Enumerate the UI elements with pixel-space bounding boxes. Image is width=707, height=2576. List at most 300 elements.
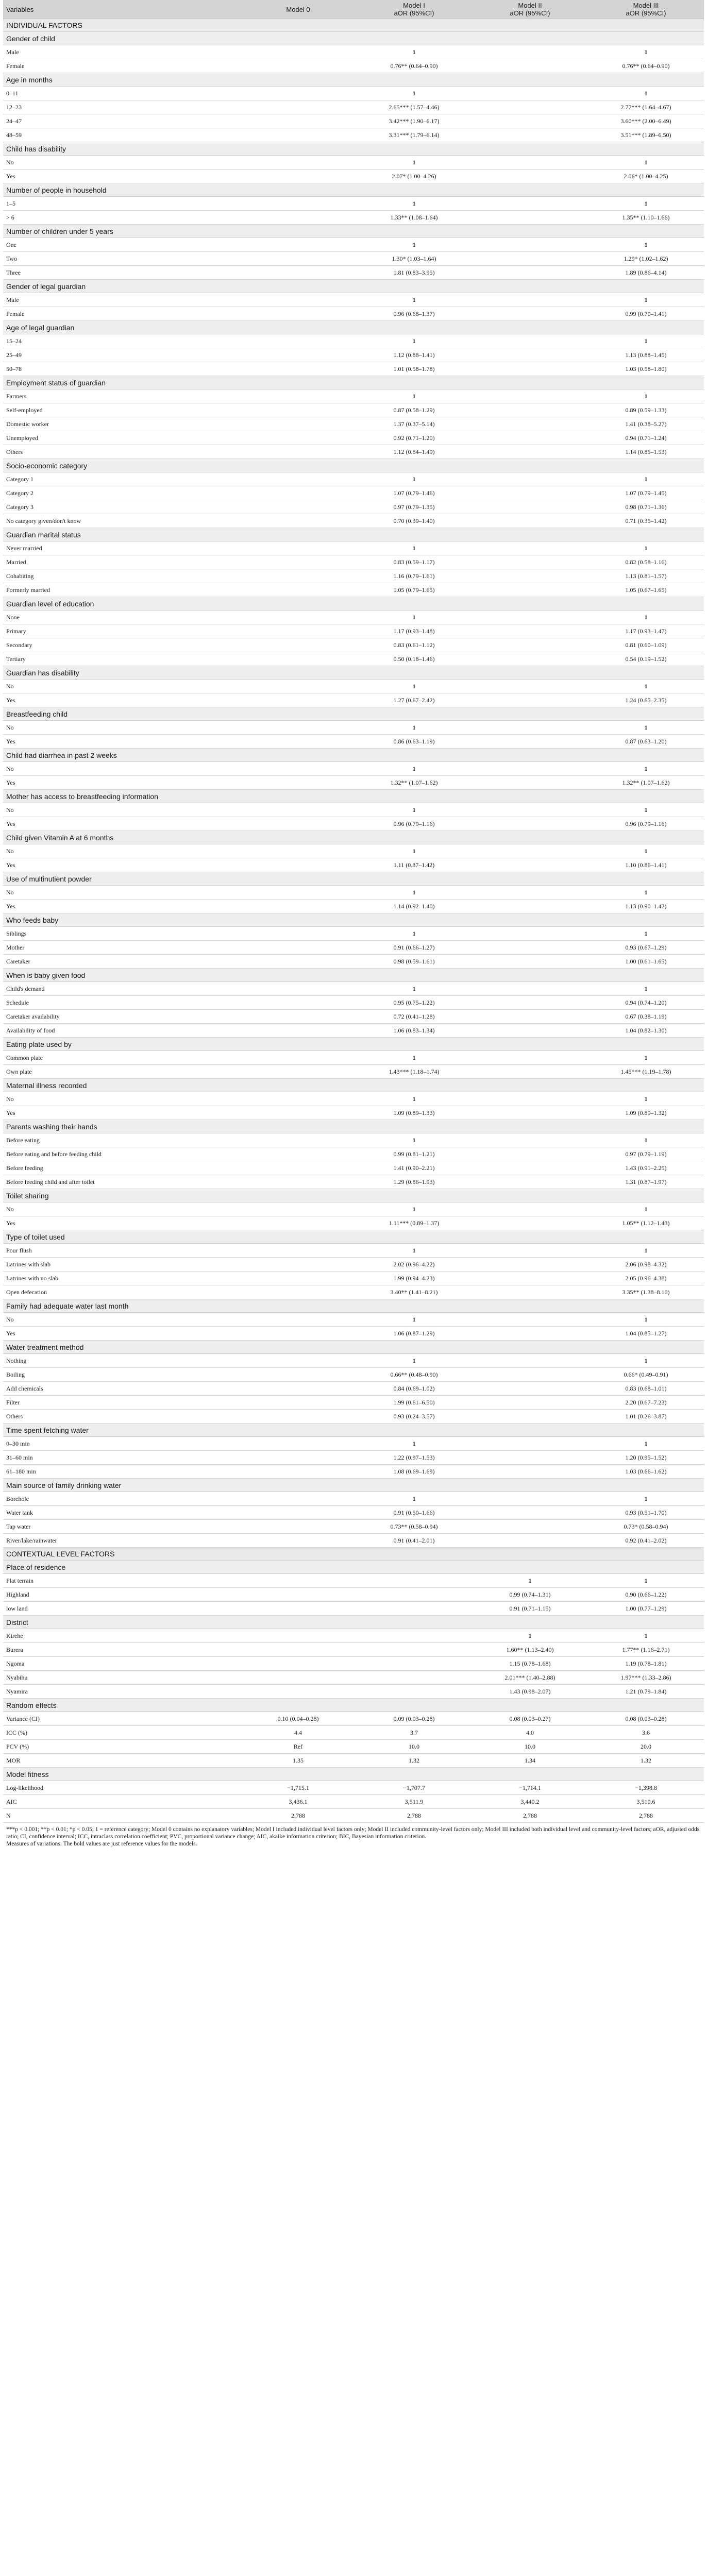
variable-group-label: Water treatment method	[3, 1341, 704, 1354]
category-label: Burera	[3, 1643, 240, 1657]
table-row	[3, 555, 704, 569]
model-0-value	[240, 1106, 356, 1120]
model-2-value	[472, 1437, 588, 1451]
table-row	[3, 858, 704, 872]
category-label: 50–78	[3, 362, 240, 376]
model-3-value: 1	[588, 156, 704, 170]
table-row	[3, 445, 704, 459]
model-3-value: 1.19 (0.78–1.81)	[588, 1657, 704, 1671]
model-2-value: 3,440.2	[472, 1795, 588, 1809]
table-row	[3, 569, 704, 583]
category-label: No	[3, 844, 240, 858]
model-1-value	[356, 1588, 472, 1602]
category-label: Nyamira	[3, 1685, 240, 1699]
variable-group-row	[3, 280, 704, 293]
model-0-value	[240, 1244, 356, 1258]
model-2-value	[472, 334, 588, 348]
model-1-value: 0.87 (0.58–1.29)	[356, 403, 472, 417]
header-model-1: Model I aOR (95%CI)	[356, 0, 472, 19]
model-0-value	[240, 886, 356, 900]
variable-group-row	[3, 321, 704, 334]
model-1-value: 1.27 (0.67–2.42)	[356, 693, 472, 707]
model-2-value: 0.08 (0.03–0.27)	[472, 1712, 588, 1726]
variable-group-row	[3, 225, 704, 238]
model-1-value: 1	[356, 886, 472, 900]
section-header-row	[3, 1548, 704, 1561]
model-3-value: 0.98 (0.71–1.36)	[588, 500, 704, 514]
model-0-value	[240, 1024, 356, 1038]
header-model-0: Model 0	[240, 0, 356, 19]
model-1-value: 0.91 (0.50–1.66)	[356, 1506, 472, 1520]
model-2-value	[472, 1534, 588, 1548]
model-0-value	[240, 293, 356, 307]
model-2-value	[472, 197, 588, 211]
model-2-value	[472, 776, 588, 790]
model-3-value: 1.41 (0.38–5.27)	[588, 417, 704, 431]
model-2-value	[472, 431, 588, 445]
category-label: Common plate	[3, 1051, 240, 1065]
table-row	[3, 252, 704, 266]
model-3-value: 1	[588, 680, 704, 693]
model-3-value: 3,510.6	[588, 1795, 704, 1809]
category-label: 0–11	[3, 87, 240, 100]
model-2-value	[472, 500, 588, 514]
model-3-value: 1	[588, 803, 704, 817]
table-row	[3, 1202, 704, 1216]
model-2-value	[472, 156, 588, 170]
table-row	[3, 996, 704, 1010]
category-label: Caretaker	[3, 955, 240, 969]
variable-group-label: Parents washing their hands	[3, 1120, 704, 1133]
variable-group-label: Random effects	[3, 1699, 704, 1712]
category-label: AIC	[3, 1795, 240, 1809]
variable-group-row	[3, 1616, 704, 1629]
model-1-value: 0.98 (0.59–1.61)	[356, 955, 472, 969]
model-0-value	[240, 1202, 356, 1216]
table-row	[3, 1588, 704, 1602]
model-0-value	[240, 211, 356, 225]
model-1-value: 0.92 (0.71–1.20)	[356, 431, 472, 445]
model-0-value	[240, 1368, 356, 1382]
model-3-value: 0.82 (0.58–1.16)	[588, 555, 704, 569]
model-1-value: 1.06 (0.87–1.29)	[356, 1327, 472, 1341]
model-2-value	[472, 1106, 588, 1120]
model-3-value: 0.08 (0.03–0.28)	[588, 1712, 704, 1726]
model-2-value	[472, 1272, 588, 1285]
model-3-value: 2.06* (1.00–4.25)	[588, 170, 704, 183]
model-0-value	[240, 156, 356, 170]
table-row	[3, 955, 704, 969]
model-1-value: 0.91 (0.66–1.27)	[356, 941, 472, 955]
category-label: Borehole	[3, 1492, 240, 1506]
model-0-value	[240, 1657, 356, 1671]
model-1-value: 1	[356, 1354, 472, 1368]
model-2-value	[472, 1396, 588, 1410]
model-0-value	[240, 1465, 356, 1479]
model-1-value: 0.96 (0.68–1.37)	[356, 307, 472, 321]
model-0-value	[240, 1492, 356, 1506]
table-row	[3, 1024, 704, 1038]
model-0-value	[240, 500, 356, 514]
model-0-value	[240, 941, 356, 955]
model-1-value: 0.73** (0.58–0.94)	[356, 1520, 472, 1534]
table-row	[3, 611, 704, 624]
model-0-value	[240, 624, 356, 638]
variable-group-label: Mother has access to breastfeeding information	[3, 790, 704, 803]
category-label: Add chemicals	[3, 1382, 240, 1396]
table-body	[3, 19, 704, 1823]
category-label: No	[3, 156, 240, 170]
category-label: Availability of food	[3, 1024, 240, 1038]
model-0-value	[240, 87, 356, 100]
variable-group-label: Time spent fetching water	[3, 1423, 704, 1437]
model-0-value	[240, 1588, 356, 1602]
table-row	[3, 1506, 704, 1520]
model-3-value: 1.03 (0.58–1.80)	[588, 362, 704, 376]
category-label: Yes	[3, 693, 240, 707]
variable-group-row	[3, 1079, 704, 1092]
model-3-value: 1	[588, 472, 704, 486]
model-3-value: 1.77** (1.16–2.71)	[588, 1643, 704, 1657]
model-0-value	[240, 1285, 356, 1299]
model-1-value: 10.0	[356, 1740, 472, 1754]
variable-group-row	[3, 872, 704, 886]
model-3-value: −1,398.8	[588, 1781, 704, 1795]
model-1-value: 1	[356, 334, 472, 348]
category-label: > 6	[3, 211, 240, 225]
table-row	[3, 1795, 704, 1809]
model-1-value: 1	[356, 1133, 472, 1147]
model-2-value	[472, 1465, 588, 1479]
model-1-value	[356, 1657, 472, 1671]
category-label: 12–23	[3, 100, 240, 114]
table-row	[3, 1161, 704, 1175]
model-0-value	[240, 693, 356, 707]
category-label: Cohabiting	[3, 569, 240, 583]
model-3-value: 1.13 (0.90–1.42)	[588, 900, 704, 913]
model-3-value: 1.32** (1.07–1.62)	[588, 776, 704, 790]
model-3-value: 1	[588, 87, 704, 100]
category-label: 0–30 min	[3, 1437, 240, 1451]
model-3-value: 1.13 (0.81–1.57)	[588, 569, 704, 583]
table-row	[3, 1534, 704, 1548]
table-row	[3, 1740, 704, 1754]
model-3-value: 1	[588, 1354, 704, 1368]
model-1-value: 1	[356, 1092, 472, 1106]
model-0-value	[240, 817, 356, 831]
table-row	[3, 1051, 704, 1065]
model-1-value: 1.32** (1.07–1.62)	[356, 776, 472, 790]
table-row	[3, 1671, 704, 1685]
model-1-value: 1	[356, 982, 472, 996]
table-row	[3, 472, 704, 486]
variable-group-label: Place of residence	[3, 1561, 704, 1574]
model-2-value	[472, 996, 588, 1010]
model-0-value	[240, 45, 356, 59]
model-2-value	[472, 982, 588, 996]
variable-group-label: Family had adequate water last month	[3, 1299, 704, 1313]
model-1-value: 3.42*** (1.90–6.17)	[356, 114, 472, 128]
model-0-value	[240, 1147, 356, 1161]
category-label: Schedule	[3, 996, 240, 1010]
model-0-value	[240, 334, 356, 348]
table-row	[3, 87, 704, 100]
model-2-value: 1.15 (0.78–1.68)	[472, 1657, 588, 1671]
model-1-value: 0.97 (0.79–1.35)	[356, 500, 472, 514]
category-label: Before feeding	[3, 1161, 240, 1175]
model-3-value: 1	[588, 982, 704, 996]
model-2-value	[472, 1258, 588, 1272]
model-0-value	[240, 1506, 356, 1520]
header-variables: Variables	[3, 0, 240, 19]
table-row	[3, 1216, 704, 1230]
table-row	[3, 735, 704, 749]
category-label: No	[3, 680, 240, 693]
model-2-value	[472, 348, 588, 362]
model-1-value: 1	[356, 721, 472, 735]
category-label: Kirehe	[3, 1629, 240, 1643]
model-2-value: 1.43 (0.98–2.07)	[472, 1685, 588, 1699]
table-row	[3, 1754, 704, 1768]
model-1-value: 2.07* (1.00–4.26)	[356, 170, 472, 183]
table-row	[3, 982, 704, 996]
category-label: Yes	[3, 1327, 240, 1341]
model-3-value: 1.03 (0.66–1.62)	[588, 1465, 704, 1479]
model-0-value	[240, 1671, 356, 1685]
model-0-value	[240, 762, 356, 776]
model-0-value	[240, 735, 356, 749]
model-2-value	[472, 445, 588, 459]
section-title: INDIVIDUAL FACTORS	[3, 19, 704, 32]
table-header	[3, 0, 704, 19]
category-label: Farmers	[3, 389, 240, 403]
model-0-value	[240, 680, 356, 693]
category-label: Ngoma	[3, 1657, 240, 1671]
table-row	[3, 1092, 704, 1106]
model-0-value: 4.4	[240, 1726, 356, 1740]
model-3-value: 1	[588, 611, 704, 624]
model-1-value: 3.7	[356, 1726, 472, 1740]
model-0-value: Ref	[240, 1740, 356, 1754]
model-1-value: 1.81 (0.83–3.95)	[356, 266, 472, 280]
model-1-value: 1	[356, 197, 472, 211]
section-title: CONTEXTUAL LEVEL FACTORS	[3, 1548, 704, 1561]
model-3-value: 0.94 (0.71–1.24)	[588, 431, 704, 445]
model-1-value: 1.41 (0.90–2.21)	[356, 1161, 472, 1175]
category-label: Tertiary	[3, 652, 240, 666]
table-row	[3, 403, 704, 417]
category-label: Latrines with slab	[3, 1258, 240, 1272]
table-row	[3, 389, 704, 403]
model-3-value: 1	[588, 844, 704, 858]
category-label: Yes	[3, 170, 240, 183]
table-row	[3, 652, 704, 666]
model-2-value	[472, 1520, 588, 1534]
model-2-value	[472, 803, 588, 817]
model-2-value	[472, 170, 588, 183]
model-3-value: 1.31 (0.87–1.97)	[588, 1175, 704, 1189]
model-0-value	[240, 1065, 356, 1079]
category-label: Boiling	[3, 1368, 240, 1382]
model-1-value: 1.17 (0.93–1.48)	[356, 624, 472, 638]
variable-group-label: Who feeds baby	[3, 913, 704, 927]
model-1-value: 3.40** (1.41–8.21)	[356, 1285, 472, 1299]
model-1-value: 1	[356, 1051, 472, 1065]
table-row	[3, 1133, 704, 1147]
category-label: Others	[3, 445, 240, 459]
model-2-value: 1.60** (1.13–2.40)	[472, 1643, 588, 1657]
table-row	[3, 776, 704, 790]
table-row	[3, 266, 704, 280]
model-0-value	[240, 238, 356, 252]
model-1-value: 0.09 (0.03–0.28)	[356, 1712, 472, 1726]
model-1-value	[356, 1671, 472, 1685]
model-0-value	[240, 858, 356, 872]
variable-group-row	[3, 597, 704, 611]
model-0-value	[240, 197, 356, 211]
model-3-value: 3.6	[588, 1726, 704, 1740]
model-0-value	[240, 59, 356, 73]
model-2-value	[472, 100, 588, 114]
category-label: Female	[3, 59, 240, 73]
table-row	[3, 1643, 704, 1657]
model-2-value	[472, 1368, 588, 1382]
model-2-value	[472, 955, 588, 969]
variable-group-label: Guardian has disability	[3, 666, 704, 680]
model-2-value	[472, 211, 588, 225]
model-3-value: 2.77*** (1.64–4.67)	[588, 100, 704, 114]
model-3-value: 3.35** (1.38–8.10)	[588, 1285, 704, 1299]
model-3-value: 1.21 (0.79–1.84)	[588, 1685, 704, 1699]
category-label: One	[3, 238, 240, 252]
footnote-bold-values: Measures of variations: The bold values are just reference values for the models.	[6, 1841, 197, 1847]
model-3-value: 0.67 (0.38–1.19)	[588, 1010, 704, 1024]
model-1-value: 1.05 (0.79–1.65)	[356, 583, 472, 597]
model-2-value	[472, 45, 588, 59]
model-1-value: 0.66** (0.48–0.90)	[356, 1368, 472, 1382]
category-label: Tap water	[3, 1520, 240, 1534]
table-row	[3, 638, 704, 652]
model-1-value	[356, 1574, 472, 1588]
model-2-value	[472, 1382, 588, 1396]
variable-group-label: Eating plate used by	[3, 1038, 704, 1051]
model-0-value	[240, 514, 356, 528]
model-3-value: 2,788	[588, 1809, 704, 1823]
model-0-value	[240, 114, 356, 128]
table-row	[3, 1602, 704, 1616]
variable-group-label: Model fitness	[3, 1768, 704, 1781]
table-row	[3, 1781, 704, 1795]
model-2-value	[472, 1147, 588, 1161]
model-3-value: 1.10 (0.86–1.41)	[588, 858, 704, 872]
model-1-value: 1	[356, 389, 472, 403]
model-3-value: 0.54 (0.19–1.52)	[588, 652, 704, 666]
table-row	[3, 1629, 704, 1643]
model-0-value	[240, 1382, 356, 1396]
category-label: River/lake/rainwater	[3, 1534, 240, 1548]
model-1-value: 1	[356, 293, 472, 307]
table-row	[3, 1712, 704, 1726]
model-0-value	[240, 1327, 356, 1341]
category-label: Nothing	[3, 1354, 240, 1368]
table-row	[3, 1520, 704, 1534]
variable-group-row	[3, 1699, 704, 1712]
table-row	[3, 844, 704, 858]
table-row	[3, 1382, 704, 1396]
table-row	[3, 431, 704, 445]
category-label: Primary	[3, 624, 240, 638]
model-2-value	[472, 611, 588, 624]
model-2-value: 1	[472, 1574, 588, 1588]
table-row	[3, 1175, 704, 1189]
model-2-value	[472, 638, 588, 652]
model-2-value	[472, 1506, 588, 1520]
model-2-value	[472, 1065, 588, 1079]
category-label: Latrines with no slab	[3, 1272, 240, 1285]
variable-group-row	[3, 73, 704, 87]
model-1-value	[356, 1629, 472, 1643]
variable-group-row	[3, 1768, 704, 1781]
table-row	[3, 1396, 704, 1410]
category-label: Female	[3, 307, 240, 321]
model-0-value	[240, 1051, 356, 1065]
model-2-value	[472, 1410, 588, 1423]
model-0-value: 0.10 (0.04–0.28)	[240, 1712, 356, 1726]
category-label: Yes	[3, 817, 240, 831]
model-0-value: 2,788	[240, 1809, 356, 1823]
category-label: Pour flush	[3, 1244, 240, 1258]
variable-group-row	[3, 142, 704, 156]
model-3-value: 1.43 (0.91–2.25)	[588, 1161, 704, 1175]
model-0-value	[240, 1216, 356, 1230]
model-2-value	[472, 886, 588, 900]
model-1-value: 1.11*** (0.89–1.37)	[356, 1216, 472, 1230]
category-label: PCV (%)	[3, 1740, 240, 1754]
category-label: Yes	[3, 1106, 240, 1120]
model-0-value: 1.35	[240, 1754, 356, 1768]
model-1-value: 1	[356, 156, 472, 170]
model-3-value: 1	[588, 762, 704, 776]
table-row	[3, 1726, 704, 1740]
model-3-value: 1	[588, 1133, 704, 1147]
table-row	[3, 900, 704, 913]
table-row	[3, 541, 704, 555]
category-label: 24–47	[3, 114, 240, 128]
model-1-value: 2.65*** (1.57–4.46)	[356, 100, 472, 114]
model-1-value: 1	[356, 762, 472, 776]
model-2-value	[472, 252, 588, 266]
model-3-value: 1	[588, 334, 704, 348]
model-3-value: 1.24 (0.65–2.35)	[588, 693, 704, 707]
variable-group-row	[3, 913, 704, 927]
table-row	[3, 307, 704, 321]
table-row	[3, 1368, 704, 1382]
model-3-value: 1.17 (0.93–1.47)	[588, 624, 704, 638]
variable-group-row	[3, 1561, 704, 1574]
model-0-value	[240, 1272, 356, 1285]
model-0-value	[240, 307, 356, 321]
model-1-value: 1.37 (0.37–5.14)	[356, 417, 472, 431]
model-2-value	[472, 1133, 588, 1147]
model-3-value: 2.05 (0.96–4.38)	[588, 1272, 704, 1285]
model-0-value	[240, 1313, 356, 1327]
model-0-value	[240, 638, 356, 652]
model-2-value	[472, 858, 588, 872]
variable-group-label: Child given Vitamin A at 6 months	[3, 831, 704, 844]
model-0-value	[240, 417, 356, 431]
model-2-value	[472, 114, 588, 128]
category-label: Formerly married	[3, 583, 240, 597]
